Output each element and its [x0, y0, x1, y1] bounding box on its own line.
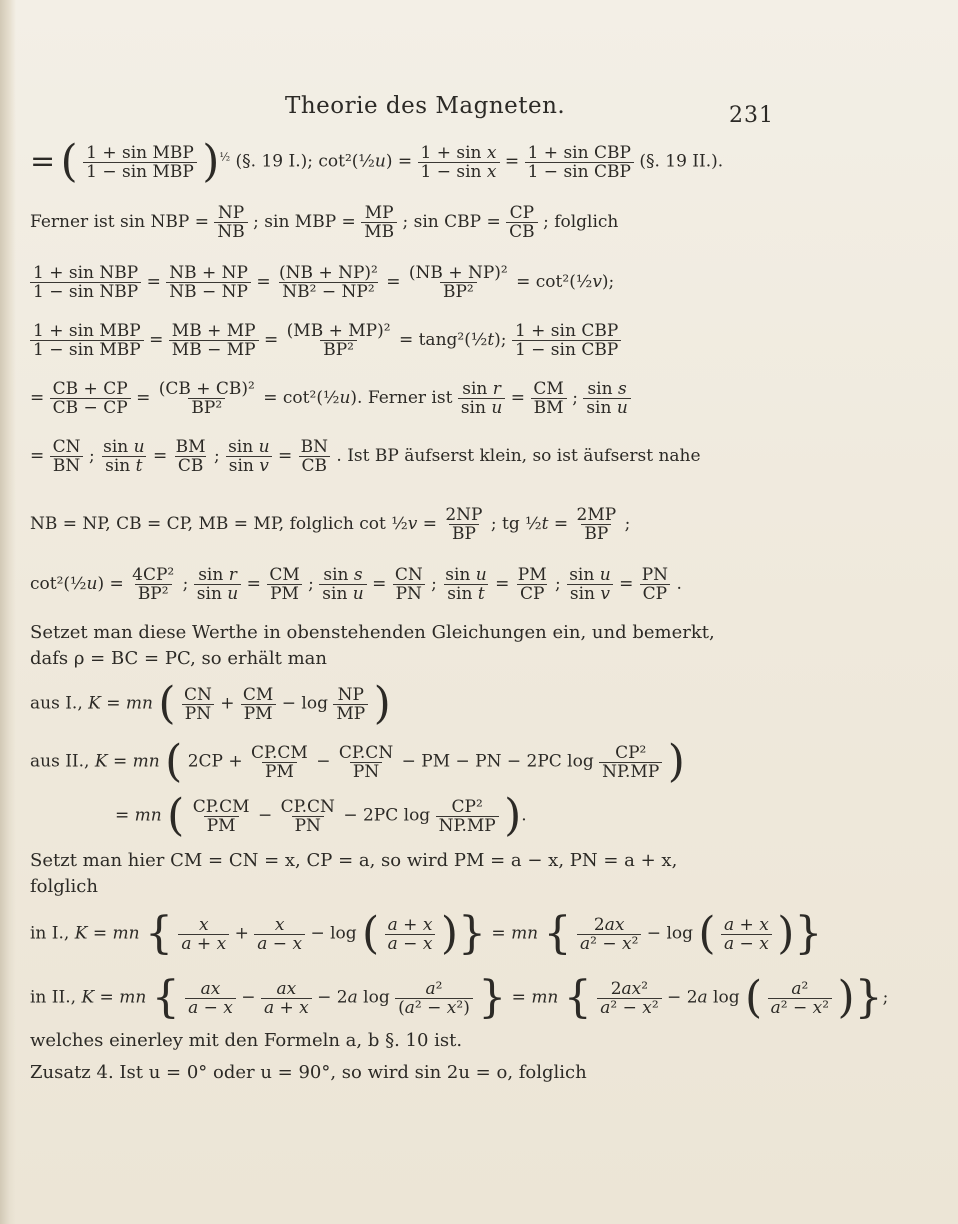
formula-line-1: = ( 1 + sin MBP 1 − sin MBP )$^{\frac{1}{2}}$ (§. 19 I.); cot²(½u) = $\frac{\text{1 + sin x}}{\text{1 − sin x}}$ = 1 + sin CBP 1 − sin CBP (§. 19 II.). [30, 136, 724, 187]
formula-line-6: = $\frac{CN}{BN}$ ; $\frac{\text{sin u}}{\text{sin t}}$ = $\frac{BM}{CB}$ ; $\frac{\text{sin u}}{\text{sin v}}$ = $\frac{BN}{CB}$ . Ist BP äufserst klein, so ist äufserst nahe [30, 437, 701, 476]
running-header: Theorie des Magneten. [285, 93, 566, 119]
formula-line-5: = $\frac{CB + CP}{CB - CP}$ = $\frac{\text{(CB + CB)²}}{\text{BP²}}$ = cot²(½u). Ferner ist $\frac{\text{sin r}}{\text{sin u}}$ = $\frac{CM}{BM}$ ; $\frac{\text{sin s}}{\text{sin u}}$ [30, 380, 631, 417]
equation-in-I: in I., K = mn { $\frac{x}{a + x}$ + $\frac{x}{a - x}$ − log ( $\frac{a + x}{a - x}$ )} = mn { $\frac{2ax}{\text{a² − x²}}$ − log ( $\frac{a + x}{a - x}$ )} [30, 908, 823, 959]
page-gutter-shadow [0, 0, 16, 1224]
formula-line-8: cot²(½u) = $\frac{\text{4CP²}}{\text{BP²}}$ ; $\frac{\text{sin r}}{\text{sin u}}$ = $\frac{CM}{PM}$ ; $\frac{\text{sin s}}{\text{sin u}}$ = $\frac{CN}{PN}$ ; $\frac{\text{sin u}}{\text{sin t}}$ = $\frac{PM}{CP}$ ; $\frac{\text{sin u}}{\text{sin v}}$ = $\frac{PN}{CP}$ . [30, 565, 682, 604]
paragraph-line-4: folglich [30, 876, 98, 897]
equation-in-II: in II., K = mn { $\frac{ax}{a - x}$ − $\frac{ax}{a + x}$ − 2a log $\frac{\text{a²}}{\text{(a² − x²)}}$ } = mn { $\frac{\text{2ax²}}{\text{a² − x²}}$ − 2a log ( $\frac{\text{a²}}{\text{a² − x²}}$ )}; [30, 972, 889, 1023]
formula-line-7: NB = NP, CB = CP, MB = MP, folglich cot ½v = $\frac{2NP}{BP}$ ; tg ½t = $\frac{2MP}{BP}$ ; [30, 505, 631, 544]
formula-line-2: Ferner ist sin NBP = $\frac{NP}{NB}$ ; sin MBP = $\frac{MP}{MB}$ ; sin CBP = $\frac{CP}{CB}$ ; folglich [30, 203, 619, 242]
equation-aus-II: aus II., K = mn ( 2CP + $\frac{CP.CM}{PM}$ − $\frac{CP.CN}{PN}$ − PM − PN − 2PC log $\frac{\text{CP²}}{NP.MP}$ ) [30, 736, 685, 787]
paragraph-line-2: dafs ρ = BC = PC, so erhält man [30, 648, 328, 669]
equation-aus-II-continued: = mn ( $\frac{CP.CM}{PM}$ − $\frac{CP.CN}{PN}$ − 2PC log $\frac{\text{CP²}}{NP.MP}$ ). [115, 790, 527, 841]
paragraph-line-5: welches einerley mit den Formeln a, b §. 10 ist. [30, 1030, 463, 1051]
formula-line-4: 1 + sin MBP 1 − sin MBP = $\frac{MB + MP}{MB - MP}$ = $\frac{\text{(MB + MP)²}}{\text{BP²}}$ = tang²(½t); 1 + sin CBP 1 − sin CBP [30, 322, 621, 359]
paragraph-line-3: Setzt man hier CM = CN = x, CP = a, so wird PM = a − x, PN = a + x, [30, 850, 678, 871]
paragraph-line-6: Zusatz 4. Ist u = 0° oder u = 90°, so wird sin 2u = o, folglich [30, 1062, 587, 1083]
formula-line-3: 1 + sin NBP 1 − sin NBP = $\frac{NB + NP}{NB - NP}$ = $\frac{\text{(NB + NP)²}}{\text{NB² − NP²}}$ = $\frac{\text{(NB + NP)²}}{\text{BP²}}$ = cot²(½v); [30, 264, 614, 301]
equation-aus-I: aus I., K = mn ( $\frac{CN}{PN}$ + $\frac{CM}{PM}$ − log $\frac{NP}{MP}$ ) [30, 678, 391, 729]
paragraph-line-1: Setzet man diese Werthe in obenstehenden Gleichungen ein, und bemerkt, [30, 622, 715, 643]
page-number: 231 [729, 103, 774, 128]
